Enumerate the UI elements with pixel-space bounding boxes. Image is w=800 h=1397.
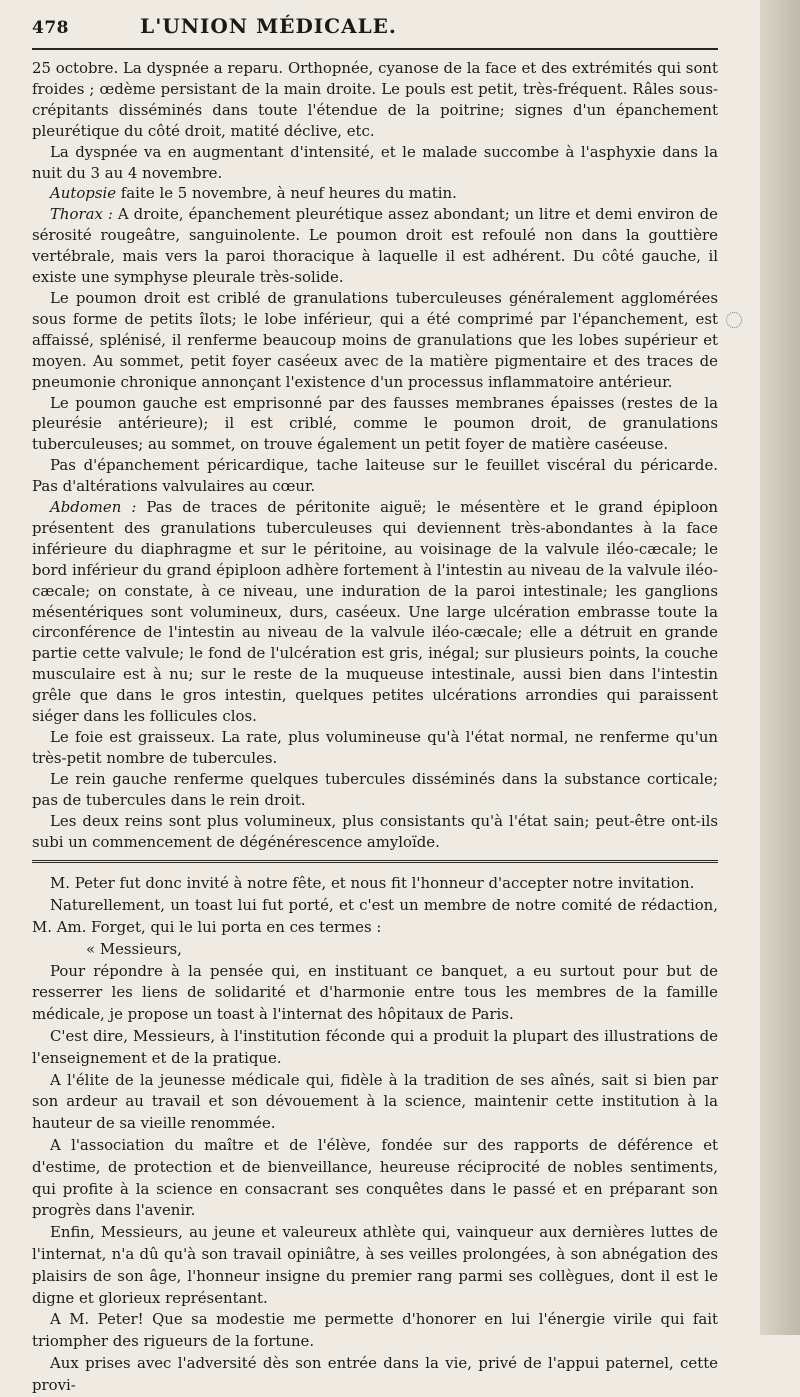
observation-paragraph <box>32 455 718 497</box>
observation-paragraph <box>32 497 718 727</box>
paragraph-lead: Abdomen : <box>50 498 137 517</box>
observation-paragraph <box>32 142 718 184</box>
feuilleton-paragraph: Enfin, Messieurs, au jeune et valeureux athlète qui, vainqueur aux dernières luttes de l'internat, n'a dû qu'à son travail opiniâtre, à ses veilles prolongées, à son abnégation des plaisirs de son âge, l'honneur insigne du premier rang parmi ses collègues, dont il est le digne et glorieux représentant. <box>32 1223 718 1307</box>
paragraph-text: Le rein gauche renferme quelques tubercules disséminés dans la substance corticale; pas de tubercules dans le rein droit. <box>32 769 718 809</box>
observation-paragraph <box>32 288 718 393</box>
paragraph-text: Le poumon gauche est emprisonné par des fausses membranes épaisses (restes de la pleurésie antérieure); il est criblé, comme le poumon droit, de granulations tuberculeuses; au sommet, on trouve également un petit foyer de matière caséeuse. <box>32 393 718 454</box>
journal-title: L'UNION MÉDICALE. <box>140 14 397 38</box>
paragraph-text: A droite, épanchement pleurétique assez abondant; un litre et demi environ de sérosité rougeâtre, sanguinolente. Le poumon droit est refoulé non dans la gouttière vertébrale, mais vers la paroi thoracique à laquelle il est adhérent. Du côté gauche, il existe une symphyse pleurale très-solide. <box>32 205 718 287</box>
feuilleton-section <box>32 873 718 1396</box>
paragraph-text: 25 octobre. La dyspnée a reparu. Orthopnée, cyanose de la face et des extrémités qui sont froides ; œdème persistant de la main droite. Le pouls est petit, très-fréquent. Râles sous-crépitants disséminés dans toute l'étendue de la poitrine; signes d'un épanchement pleurétique du côté droit, matité déclive, etc. <box>32 59 718 140</box>
paragraph-text: Le foie est graisseux. La rate, plus volumineuse qu'à l'état normal, ne renferme qu'un très-petit nombre de tubercules. <box>32 728 718 767</box>
paragraph-text: Les deux reins sont plus volumineux, plus consistants qu'à l'état sain; peut-être ont-ils subi un commencement de dégénérescence amyloïde. <box>32 811 718 851</box>
feuilleton-paragraph: A l'élite de la jeunesse médicale qui, fidèle à la tradition de ses aînés, sait si bien par son ardeur au travail et son dévouement à la science, maintenir cette institution à la hauteur de sa vieille renommée. <box>32 1070 718 1133</box>
margin-mark <box>726 312 742 328</box>
observation-paragraph <box>32 727 718 769</box>
header-rule <box>32 48 718 50</box>
paragraph-lead: Autopsie <box>50 184 117 203</box>
feuilleton-paragraph: A M. Peter! Que sa modestie me permette d'honorer en lui l'énergie virile qui fait triompher des rigueurs de la fortune. <box>32 1310 718 1351</box>
feuilleton-paragraph: Aux prises avec l'adversité dès son entrée dans la vie, privé de l'appui paternel, cette provi- <box>32 1353 718 1394</box>
observation-paragraph <box>32 183 718 204</box>
feuilleton-paragraph: C'est dire, Messieurs, à l'institution féconde qui a produit la plupart des illustrations de l'enseignement et de la pratique. <box>32 1027 718 1067</box>
observation-paragraph <box>32 393 718 456</box>
speech-salutation: « Messieurs, <box>86 939 182 958</box>
page-number: 478 <box>32 18 69 38</box>
paragraph-text: Pas de traces de péritonite aiguë; le mésentère et le grand épiploon présentent des granulations tuberculeuses qui deviennent très-abondantes à la face inférieure du diaphragme et sur le péritoine, au voisinage de la valvule iléo-cæcale; le bord inférieur du grand épiploon adhère fortement à l'intestin au niveau de la valvule iléo-cæcale; on constate, à ce niveau, une induration de la paroi intestinale; les ganglions mésentériques sont volumineux, durs, caséeux. Une large ulcération embrasse toute la circonférence de l'intestin au niveau de la valvule iléo-cæcale; elle a détruit en grande partie cette valvule; le fond de l'ulcération est gris, inégal; sur plusieurs points, la couche musculaire est à nu; sur le reste de la muqueuse intestinale, aussi bien dans l'intestin grêle que dans le gros intestin, quelques petites ulcérations arrondies qui paraissent siéger dans les follicules clos. <box>32 498 718 726</box>
feuilleton-paragraph: Naturellement, un toast lui fut porté, et c'est un membre de notre comité de rédaction, M. Am. Forget, qui le lui porta en ces termes : <box>32 896 718 937</box>
paragraph-text: Pas d'épanchement péricardique, tache laiteuse sur le feuillet viscéral du péricarde. Pas d'altérations valvulaires au cœur. <box>32 456 718 496</box>
observation-paragraph <box>32 204 718 288</box>
feuilleton-paragraph: A l'association du maître et de l'élève, fondée sur des rapports de déférence et d'estime, de protection et de bienveillance, heureuse réciprocité de nobles sentiments, qui profite à la science en consacrant ses conquêtes dans le passé et en préparant son progrès dans l'avenir. <box>32 1136 718 1220</box>
feuilleton-paragraph: Pour répondre à la pensée qui, en instituant ce banquet, a eu surtout pour but de resserrer les liens de solidarité et d'harmonie entre tous les membres de la famille médicale, je propose un toast à l'internat des hôpitaux de Paris. <box>32 961 718 1024</box>
feuilleton-separator <box>32 860 718 863</box>
feuilleton-paragraph: M. Peter fut donc invité à notre fête, et nous fit l'honneur d'accepter notre invitation. <box>50 874 695 893</box>
paragraph-text: La dyspnée va en augmentant d'intensité, et le malade succombe à l'asphyxie dans la nuit du 3 au 4 novembre. <box>32 142 718 182</box>
page-edge-shadow <box>760 0 800 1335</box>
observation-paragraph <box>32 769 718 811</box>
observation-paragraph <box>32 811 718 853</box>
paragraph-text: Le poumon droit est criblé de granulations tuberculeuses généralement agglomérées sous forme de petits îlots; le lobe inférieur, qui a été comprimé par l'épanchement, est affaissé, splénisé, il renferme beaucoup moins de granulations que les lobes supérieur et moyen. Au sommet, petit foyer caséeux avec de la matière pigmentaire et des traces de pneumonie chronique annonçant l'existence d'un processus inflammatoire antérieur. <box>32 288 718 391</box>
page-header <box>32 14 718 46</box>
observation-section <box>32 58 718 852</box>
paragraph-lead: Thorax : <box>50 205 113 224</box>
paragraph-text: faite le 5 novembre, à neuf heures du matin. <box>116 184 457 203</box>
observation-paragraph <box>32 58 718 142</box>
